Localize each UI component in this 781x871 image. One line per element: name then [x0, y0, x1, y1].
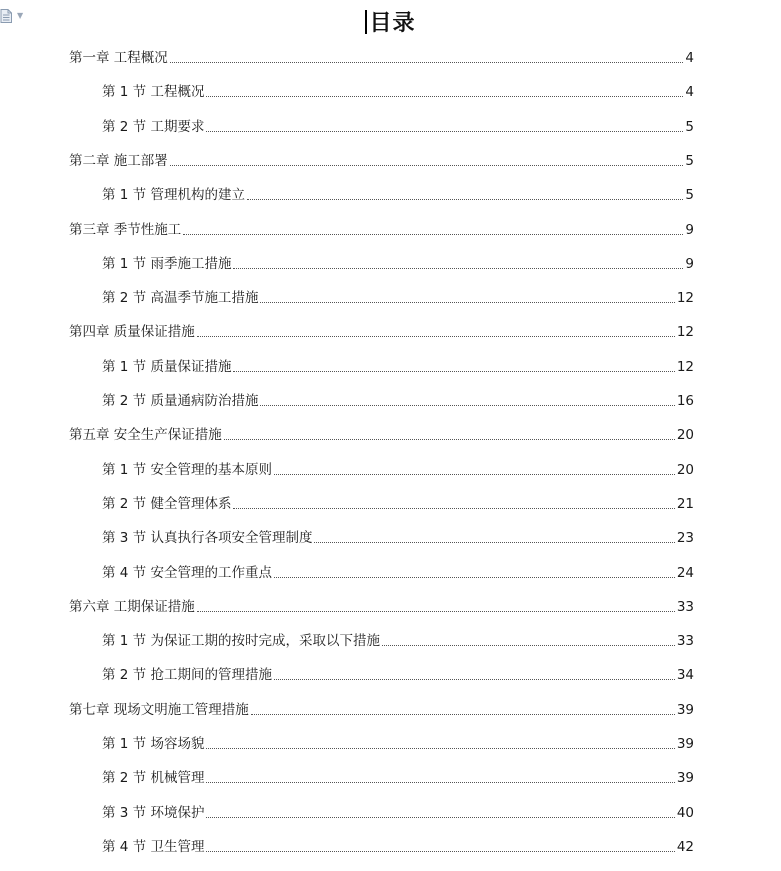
toc-dot-leader — [274, 577, 675, 578]
toc-entry-label[interactable]: 第 2 节 工期要求 — [102, 118, 205, 135]
toc-dot-leader — [206, 817, 674, 818]
toc-entry-label[interactable]: 第 1 节 场容场貌 — [102, 736, 205, 752]
dropdown-arrow-icon[interactable]: ▼ — [17, 11, 24, 20]
toc-chapter-row[interactable] — [69, 47, 694, 67]
toc-section-row[interactable] — [102, 767, 694, 787]
toc-page-number[interactable]: 16 — [676, 393, 694, 409]
toc-section-row[interactable] — [102, 184, 694, 204]
toc-entry-label[interactable]: 第 1 节 管理机构的建立 — [102, 187, 245, 204]
toc-page-number[interactable]: 4 — [685, 84, 694, 101]
toc-entry-label[interactable]: 第 1 节 质量保证措施 — [102, 358, 232, 375]
toc-entry-label[interactable]: 第一章 工程概况 — [69, 50, 168, 66]
toc-page-number[interactable]: 24 — [676, 564, 694, 581]
toc-chapter-row[interactable] — [69, 596, 694, 616]
toc-entry-label[interactable]: 第四章 质量保证措施 — [69, 324, 195, 341]
toc-page-number[interactable]: 39 — [676, 770, 694, 787]
toc-page-number[interactable]: 20 — [676, 427, 694, 444]
toc-page-number[interactable]: 5 — [685, 152, 694, 169]
toc-dot-leader — [274, 474, 675, 475]
toc-entry-label[interactable]: 第 1 节 工程概况 — [102, 84, 205, 101]
title-container — [0, 6, 781, 37]
toc-entry-label[interactable]: 第 3 节 认真执行各项安全管理制度 — [102, 530, 313, 547]
toc-dot-leader — [197, 336, 675, 337]
toc-dot-leader — [233, 508, 674, 509]
toc-entry-label[interactable]: 第七章 现场文明施工管理措施 — [69, 701, 249, 718]
toc-section-row[interactable] — [102, 459, 694, 479]
toc-page-number[interactable]: 5 — [685, 118, 694, 135]
toc-page-number[interactable]: 39 — [676, 736, 694, 752]
toc-dot-leader — [247, 199, 683, 200]
toc-entry-label[interactable]: 第 2 节 健全管理体系 — [102, 495, 232, 512]
toc-entry-label[interactable]: 第 2 节 质量通病防治措施 — [102, 393, 259, 409]
toc-entry-label[interactable]: 第 2 节 高温季节施工措施 — [102, 290, 259, 307]
toc-dot-leader — [206, 851, 674, 852]
text-cursor — [365, 10, 367, 34]
toc-page-number[interactable]: 21 — [676, 495, 694, 512]
toc-section-row[interactable] — [102, 81, 694, 101]
toc-dot-leader — [170, 62, 684, 63]
toc-section-row[interactable] — [102, 733, 694, 753]
toc-section-row[interactable] — [102, 802, 694, 822]
toc-page-number[interactable]: 34 — [676, 667, 694, 684]
toc-entry-label[interactable]: 第 3 节 环境保护 — [102, 804, 205, 821]
toc-section-row[interactable] — [102, 356, 694, 376]
toc-dot-leader — [260, 302, 674, 303]
toc-chapter-row[interactable] — [69, 150, 694, 170]
toc-entry-label[interactable]: 第 2 节 抢工期间的管理措施 — [102, 667, 272, 684]
toc-page-number[interactable]: 20 — [676, 461, 694, 478]
toc-chapter-row[interactable] — [69, 699, 694, 719]
toc-chapter-row[interactable] — [69, 219, 694, 239]
toc-dot-leader — [251, 714, 675, 715]
toc-page-number[interactable]: 12 — [676, 324, 694, 341]
toc-dot-leader — [233, 268, 683, 269]
toc-dot-leader — [197, 611, 675, 612]
toc-entry-label[interactable]: 第 4 节 安全管理的工作重点 — [102, 564, 272, 581]
toc-chapter-row[interactable] — [69, 424, 694, 444]
toc-dot-leader — [260, 405, 674, 406]
toc-dot-leader — [206, 96, 683, 97]
toc-dot-leader — [206, 131, 683, 132]
toc-dot-leader — [382, 645, 675, 646]
toc-entry-label[interactable]: 第 2 节 机械管理 — [102, 770, 205, 787]
toc-section-row[interactable] — [102, 836, 694, 856]
toc-dot-leader — [274, 679, 675, 680]
toc-entry-label[interactable]: 第 1 节 雨季施工措施 — [102, 255, 232, 272]
toc-section-row[interactable] — [102, 253, 694, 273]
toc-page-number[interactable]: 39 — [676, 701, 694, 718]
toc-entry-label[interactable]: 第六章 工期保证措施 — [69, 598, 195, 615]
toc-chapter-row[interactable] — [69, 321, 694, 341]
toc-section-row[interactable] — [102, 493, 694, 513]
toc-dot-leader — [206, 748, 674, 749]
toc-entry-label[interactable]: 第三章 季节性施工 — [69, 221, 182, 238]
toc-page-number[interactable]: 12 — [676, 358, 694, 375]
toc-entry-label[interactable]: 第 1 节 安全管理的基本原则 — [102, 461, 272, 478]
toc-dot-leader — [183, 234, 683, 235]
toc-section-row[interactable] — [102, 287, 694, 307]
toc-section-row[interactable] — [102, 527, 694, 547]
toc-dot-leader — [224, 439, 675, 440]
toc-page-number[interactable]: 33 — [676, 598, 694, 615]
toc-entry-label[interactable]: 第二章 施工部署 — [69, 152, 168, 169]
toc-section-row[interactable] — [102, 390, 694, 410]
toc-section-row[interactable] — [102, 664, 694, 684]
toc-page-number[interactable]: 42 — [676, 838, 694, 855]
toc-section-row[interactable] — [102, 562, 694, 582]
toc-dot-leader — [314, 542, 674, 543]
toc-page-number[interactable]: 9 — [685, 255, 694, 272]
toc-entry-label[interactable]: 第 4 节 卫生管理 — [102, 838, 205, 855]
toc-page-number[interactable]: 4 — [685, 50, 694, 66]
toc-page-number[interactable]: 40 — [676, 804, 694, 821]
toc-entry-label[interactable]: 第 1 节 为保证工期的按时完成，采取以下措施 — [102, 633, 380, 650]
page-title[interactable]: 目录 — [369, 10, 416, 36]
toc-dot-leader — [233, 371, 674, 372]
toc-page-number[interactable]: 23 — [676, 530, 694, 547]
toc-section-row[interactable] — [102, 630, 694, 650]
toc-page-number[interactable]: 33 — [676, 633, 694, 650]
toc-section-row[interactable] — [102, 116, 694, 136]
toc-entry-label[interactable]: 第五章 安全生产保证措施 — [69, 427, 222, 444]
toc-page-number[interactable]: 5 — [685, 187, 694, 204]
toc-dot-leader — [206, 782, 674, 783]
toc-dot-leader — [170, 165, 684, 166]
toc-page-number[interactable]: 9 — [685, 221, 694, 238]
toc-page-number[interactable]: 12 — [676, 290, 694, 307]
